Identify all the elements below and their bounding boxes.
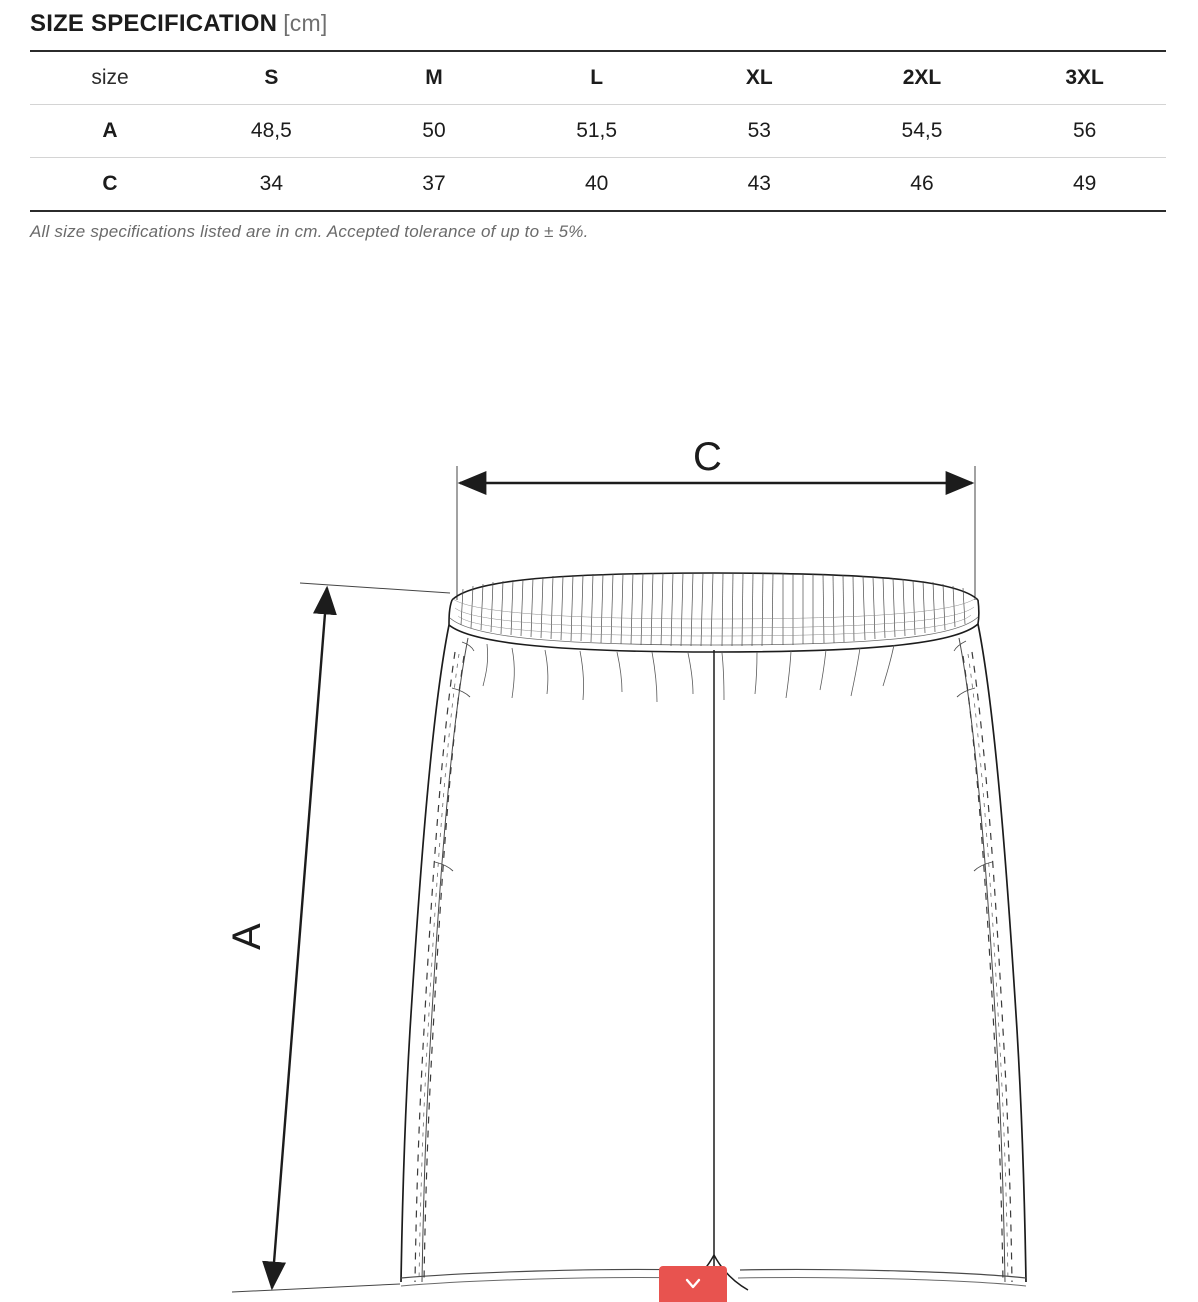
- column-header-size: size: [30, 51, 190, 105]
- cell-a-2xl: 54,5: [841, 105, 1004, 158]
- dimension-label-a: A: [225, 923, 269, 950]
- table-header-row: [30, 51, 1166, 105]
- shorts-technical-drawing: [0, 270, 1198, 1302]
- column-header-3xl: 3XL: [1003, 51, 1166, 105]
- cell-c-m: 37: [353, 158, 516, 212]
- cell-a-m: 50: [353, 105, 516, 158]
- page-title-unit: [cm]: [283, 10, 328, 36]
- column-header-s: S: [190, 51, 353, 105]
- cell-a-s: 48,5: [190, 105, 353, 158]
- cell-a-l: 51,5: [515, 105, 678, 158]
- cell-c-l: 40: [515, 158, 678, 212]
- cell-c-s: 34: [190, 158, 353, 212]
- row-label-a: A: [30, 105, 190, 158]
- column-header-m: M: [353, 51, 516, 105]
- cell-c-3xl: 49: [1003, 158, 1166, 212]
- table-body: [30, 105, 1166, 212]
- cell-a-3xl: 56: [1003, 105, 1166, 158]
- column-header-2xl: 2XL: [841, 51, 1004, 105]
- close-icon: [682, 1273, 704, 1295]
- cell-a-xl: 53: [678, 105, 841, 158]
- column-header-xl: XL: [678, 51, 841, 105]
- page-title: [30, 10, 327, 38]
- cell-c-xl: 43: [678, 158, 841, 212]
- table-header: [30, 51, 1166, 105]
- cell-c-2xl: 46: [841, 158, 1004, 212]
- dimension-label-c: C: [693, 435, 722, 479]
- row-label-c: C: [30, 158, 190, 212]
- table-row: [30, 158, 1166, 212]
- table-row: [30, 105, 1166, 158]
- size-specification-table: [30, 50, 1166, 212]
- column-header-l: L: [515, 51, 678, 105]
- tolerance-note: All size specifications listed are in cm. Accepted tolerance of up to ± 5%.: [30, 222, 589, 241]
- close-button[interactable]: [659, 1266, 727, 1302]
- page-title-text: SIZE SPECIFICATION: [30, 10, 278, 37]
